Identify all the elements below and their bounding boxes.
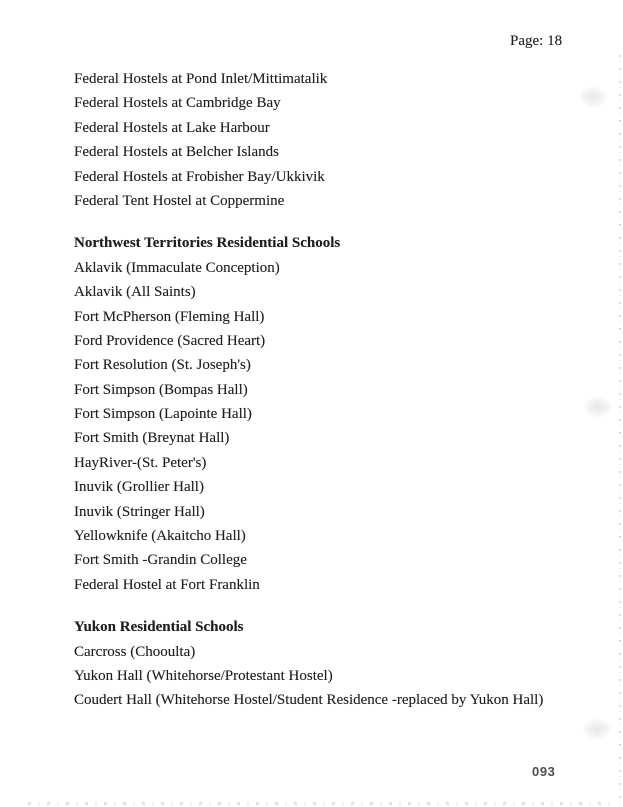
list-item: Fort Smith (Breynat Hall) — [74, 430, 230, 447]
scan-artifact-right-edge — [619, 55, 621, 807]
page-stamp-number: 093 — [532, 764, 556, 779]
list-item: Federal Hostel at Fort Franklin — [74, 576, 260, 593]
list-item: Ford Providence (Sacred Heart) — [74, 332, 266, 349]
page-number-header: Page: 18 — [510, 33, 563, 49]
list-item: Federal Hostels at Pond Inlet/Mittimatalik — [74, 71, 328, 87]
list-item: Carcross (Chooulta) — [74, 643, 196, 660]
list-item: Federal Hostels at Lake Harbour — [74, 119, 270, 136]
scan-artifact-smudge — [578, 86, 608, 108]
section-yukon — [74, 615, 593, 713]
scan-artifact-smudge — [582, 718, 612, 740]
list-item: Fort Resolution (St. Joseph's) — [74, 357, 251, 374]
list-item: Federal Hostels at Frobisher Bay/Ukkivik — [74, 168, 325, 185]
scan-artifact-smudge — [583, 396, 613, 418]
list-item: Coudert Hall (Whitehorse Hostel/Student Residence -replaced by Yukon Hall) — [74, 692, 544, 709]
list-item: Fort Simpson (Lapointe Hall) — [74, 406, 252, 423]
list-item: Yellowknife (Akaitcho Hall) — [74, 528, 246, 545]
list-item: Federal Tent Hostel at Coppermine — [74, 192, 285, 209]
list-item: Fort McPherson (Fleming Hall) — [74, 308, 265, 325]
list-item: Federal Hostels at Cambridge Bay — [74, 95, 281, 112]
document-body — [74, 67, 593, 713]
list-item: Federal Hostels at Belcher Islands — [74, 144, 279, 161]
list-item: Yukon Hall (Whitehorse/Protestant Hostel) — [74, 667, 333, 684]
list-item: Inuvik (Grollier Hall) — [74, 479, 204, 496]
section-heading: Yukon Residential Schools — [74, 619, 244, 636]
list-item: HayRiver-(St. Peter's) — [74, 454, 207, 471]
list-item: Aklavik (Immaculate Conception) — [74, 259, 280, 276]
scan-artifact-bottom-edge — [28, 802, 611, 805]
section-northwest-territories — [74, 231, 593, 597]
section-heading: Northwest Territories Residential Schools — [74, 235, 341, 252]
list-item: Fort Simpson (Bompas Hall) — [74, 381, 248, 398]
list-item: Aklavik (All Saints) — [74, 284, 196, 301]
list-item: Fort Smith -Grandin College — [74, 552, 247, 569]
list-item: Inuvik (Stringer Hall) — [74, 503, 205, 520]
